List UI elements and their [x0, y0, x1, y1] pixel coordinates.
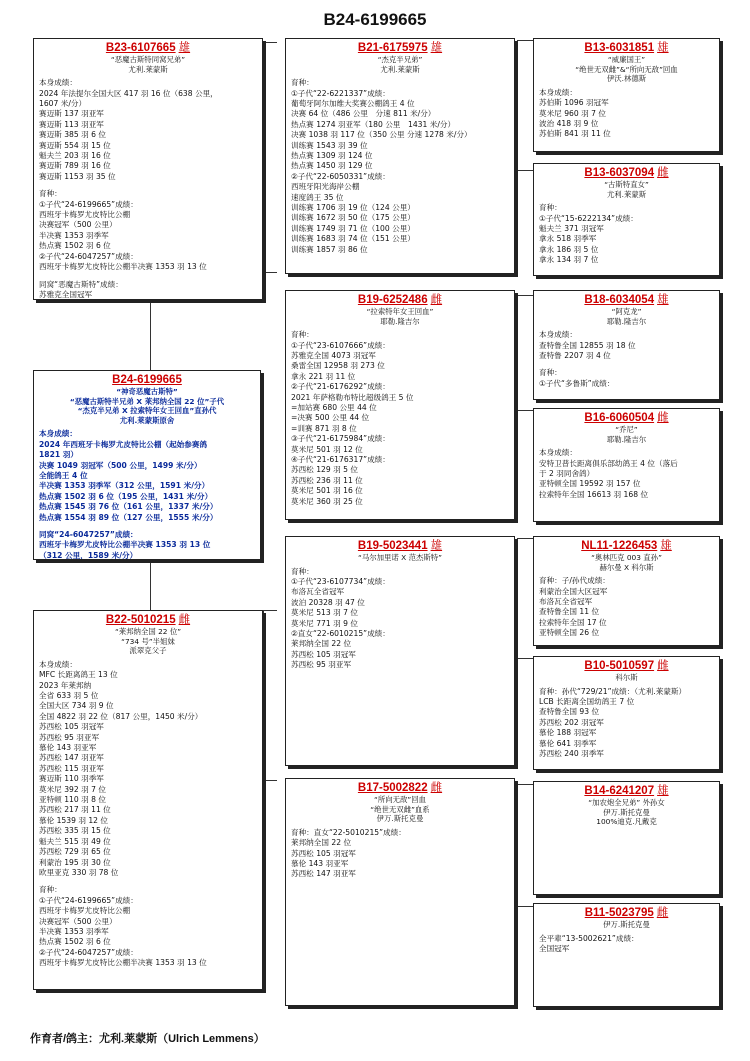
record-line: 莫米尼 360 羽 25 位 — [291, 496, 363, 506]
record-line: 查特鲁全国 12855 羽 18 位 — [539, 340, 636, 350]
sex-label: 雌 — [657, 660, 669, 672]
ring-number-text: B17-5002822 — [357, 782, 428, 794]
record-line: MFC 长距离鸽王 13 位 — [39, 670, 118, 680]
sex-label: 雄 — [430, 42, 443, 54]
record-line: 本身成绩： — [539, 448, 577, 458]
record-line: 训练赛 1543 羽 39 位 — [291, 140, 368, 150]
record-line: 莱邦纳全国 22 位 — [291, 838, 352, 848]
record-line: 育种： — [39, 189, 62, 199]
record-line: 西班牙卡梅罗尤皮特比公棚 — [39, 906, 131, 916]
pedigree-card-dss — [533, 536, 720, 646]
record-line: 波治 418 羽 9 位 — [539, 119, 599, 128]
card-subtitle: “古斯特直女” — [604, 180, 649, 189]
card-subtitle: 伊万.斯托克曼 — [603, 920, 650, 929]
ring-number — [358, 782, 442, 794]
record-line: 育种：孙代“729/21”成绩：（尤利.莱蒙斯） — [539, 686, 687, 696]
ring-number-text: B13-6037094 — [584, 167, 655, 179]
record-line: 决赛 1049 羽冠军（500 公里，1499 米/分） — [39, 460, 202, 470]
record-line: 苏西松 729 羽 65 位 — [39, 847, 111, 857]
card-subtitle: 尤利.莱蒙斯原舍 — [119, 415, 175, 425]
record-line: 苏西松 147 羽亚军 — [291, 869, 356, 879]
spacer — [39, 523, 255, 530]
record-line: 育种： — [291, 330, 314, 340]
card-subtitle: “乔尼” — [615, 425, 638, 434]
record-line: 利蒙治 195 羽 30 位 — [39, 857, 111, 867]
record-line: 决赛 64 位（486 公里 分速 811 米/分） — [291, 109, 436, 119]
card-subtitle: 耶勒.隆吉尔 — [606, 434, 647, 444]
record-line: 本身成绩： — [39, 78, 77, 88]
record-line: 布洛瓦全省冠军 — [291, 587, 345, 597]
ring-number-text: B24-6199665 — [112, 374, 182, 386]
record-line: 苏西松 147 羽亚军 — [39, 753, 104, 763]
record-line: 西班牙卡梅罗尤皮特比公棚半决赛 1353 羽 13 位 — [39, 262, 207, 272]
card-subtitle: 尤利.莱蒙斯 — [128, 64, 168, 74]
ring-number-text: NL11-1226453 — [581, 540, 658, 552]
record-line: 查特鲁 2207 羽 4 位 — [539, 351, 611, 360]
record-line: ②子代“22-6050331”成绩： — [291, 171, 390, 181]
card-subtitle: 派翠克父子 — [129, 646, 167, 656]
card-subtitle: “恶魔古斯特半兄弟 X 莱邦纳全国 22 位”子代 — [69, 396, 225, 406]
record-line: 本身成绩： — [539, 87, 577, 97]
card-header — [291, 42, 509, 55]
sex-label: 雄 — [657, 42, 669, 54]
record-line: 拉索特年全国 16613 羽 168 位 — [539, 489, 649, 499]
card-body — [291, 330, 509, 507]
record-line: ②子代“24-6047257”成绩： — [39, 251, 138, 261]
record-line: 育种：直女“22-5010215”成绩： — [291, 827, 406, 837]
pedigree-card-sire-sire — [285, 38, 515, 274]
record-line: 莫米尼 392 羽 7 位 — [39, 784, 106, 794]
card-subtitle: “神奇恶魔古斯特” — [116, 387, 178, 396]
connector-line — [263, 610, 277, 611]
connector-line — [150, 560, 151, 610]
record-line: 热点赛 1309 羽 124 位 — [291, 151, 373, 161]
record-line: ①子代“22-6221337”成绩： — [291, 88, 390, 98]
record-line: 欧里亚克 330 羽 78 位 — [39, 867, 119, 877]
ring-number — [584, 42, 668, 54]
record-line: 西班牙阳光海岸公棚 — [291, 182, 360, 192]
record-line: ②子代“21-6176292”成绩： — [291, 382, 390, 392]
record-line: 热点赛 1450 羽 129 位 — [291, 161, 373, 171]
card-subtitle: 100%迪克.凡戴克 — [596, 817, 657, 827]
record-line: 赛迈斯 137 羽亚军 — [39, 109, 104, 119]
record-line: 赛迈斯 1153 羽 35 位 — [39, 171, 116, 181]
connector-line — [150, 300, 151, 370]
card-subtitle: “杰克半兄弟 X 拉索特年女王回血”直孙代 — [77, 406, 217, 416]
card-body — [539, 934, 714, 955]
breeder-footer: 作育者/鸽主：尤利.莱蒙斯（Ulrich Lemmens） — [30, 1033, 265, 1045]
ring-number — [585, 907, 669, 919]
card-header — [39, 42, 257, 55]
record-line: 本身成绩： — [39, 659, 77, 669]
record-line: 苏西松 105 羽冠军 — [291, 848, 356, 858]
card-subtitle: “绝世无双雌”血系 — [370, 804, 430, 814]
card-subtitle: 伊万.斯托克曼 — [376, 814, 424, 824]
record-line: 慕伦 143 羽亚军 — [291, 859, 349, 868]
record-line: 亚特顿全国 26 位 — [539, 628, 600, 638]
ring-number — [581, 540, 672, 552]
connector-line — [517, 40, 518, 170]
record-line: 全国冠军 — [539, 944, 570, 953]
card-subtitle: “734 号”半姐妹 — [121, 636, 175, 646]
card-body — [39, 78, 257, 300]
card-body — [539, 448, 714, 500]
sex-label: 雌 — [657, 412, 669, 424]
record-line: ④子代“21-6176317”成绩： — [291, 455, 390, 465]
connector-line — [517, 40, 533, 41]
card-subtitle: “恶魔古斯特同窝兄弟” — [110, 55, 186, 64]
record-line: 训练赛 1749 羽 71 位（100 公里） — [291, 223, 415, 233]
card-body — [39, 660, 257, 969]
record-line: 2024 年西班牙卡梅罗尤皮特比公棚（起始参赛鸽 — [39, 439, 208, 449]
ring-number — [106, 614, 190, 626]
record-line: 赛迈斯 385 羽 6 位 — [39, 130, 106, 140]
record-line: 赛迈斯 110 羽季军 — [39, 774, 104, 784]
sex-label: 雌 — [656, 907, 669, 919]
record-line: 利蒙治全国大区冠军 — [539, 586, 608, 596]
record-line: 拿永 134 羽 7 位 — [539, 255, 599, 265]
ring-number-text: B11-5023795 — [584, 907, 654, 919]
record-line: 热点赛 1274 羽亚军（180 公里 1431 米/分） — [291, 119, 456, 129]
record-line: 全能鸽王 4 位 — [39, 471, 88, 480]
record-line: 育种：子/孙代成绩： — [539, 576, 610, 586]
ring-number-text: B10-5010597 — [584, 660, 655, 672]
card-header — [539, 540, 714, 553]
ring-number — [584, 785, 668, 797]
record-line: 西班牙卡梅罗尤皮特比公棚半决赛 1353 羽 13 位 — [39, 540, 211, 550]
record-line: 慕伦 143 羽亚军 — [39, 743, 97, 753]
record-line: 训练赛 1683 羽 74 位（151 公里） — [291, 234, 415, 244]
pedigree-card-dam — [33, 610, 263, 990]
record-line: 拿永 221 羽 11 位 — [291, 371, 356, 381]
sex-label: 雄 — [657, 785, 669, 797]
record-line: 育种： — [539, 203, 562, 213]
record-line: LCB 长距离全国幼鸽王 7 位 — [539, 697, 635, 706]
ring-number — [358, 540, 442, 552]
sex-label: 雌 — [178, 614, 191, 626]
card-header — [291, 782, 509, 795]
record-line: 布洛瓦全省冠军 — [539, 597, 593, 606]
record-line: 热点赛 1502 羽 6 位 — [39, 937, 111, 947]
record-line: ①子代“23-6107734”成绩： — [291, 577, 390, 586]
record-line: 育种： — [291, 566, 314, 576]
card-header — [539, 294, 714, 307]
record-line: 全省 633 羽 5 位 — [39, 691, 99, 700]
card-subtitle: 尤利.莱蒙斯 — [606, 189, 647, 199]
card-subtitle: 耶勒.隆吉尔 — [606, 316, 647, 326]
record-line: 热点赛 1554 羽 89 位（127 公里，1555 米/分） — [39, 512, 218, 522]
record-line: 训练赛 1857 羽 86 位 — [291, 244, 368, 254]
spacer — [39, 182, 257, 189]
record-line: 波泊 20328 羽 47 位 — [291, 597, 365, 607]
card-subtitle: “绝世无双雌”&“所向无敌”回血 — [575, 64, 678, 74]
spacer — [39, 273, 257, 280]
connector-line — [517, 170, 533, 171]
record-line: 赛迈斯 113 羽亚军 — [39, 119, 104, 129]
record-line: 拉索特年全国 17 位 — [539, 617, 607, 627]
card-header — [539, 412, 714, 425]
record-line: 本身成绩： — [39, 429, 77, 439]
card-subtitle: 伊万.斯托克曼 — [603, 807, 650, 817]
card-subtitle: “阿克龙” — [611, 307, 642, 316]
record-line: 苏雅克全国 4073 羽冠军 — [291, 351, 376, 360]
card-body — [539, 88, 714, 140]
record-line: 苏西松 236 羽 11 位 — [291, 475, 363, 485]
record-line: 同窝“恶魔古斯特”成绩： — [39, 279, 123, 289]
record-line: 训练赛 1706 羽 19 位（124 公里） — [291, 203, 415, 213]
record-line: =加站赛 680 公里 44 位 — [291, 403, 377, 413]
record-line: ①子代“23-6107666”成绩： — [291, 340, 390, 350]
card-subtitle: “威廉国王” — [607, 55, 646, 64]
record-line: 半决赛 1353 羽季军 — [39, 926, 109, 936]
record-line: ①子代“24-6199665”成绩： — [39, 895, 138, 905]
card-body — [39, 429, 255, 560]
record-line: 苏西松 115 羽亚军 — [39, 763, 104, 773]
record-line: 决赛 1038 羽 117 位（350 公里 分速 1278 米/分） — [291, 130, 472, 140]
record-line: 莫米尼 771 羽 9 位 — [291, 618, 358, 628]
card-subtitle: 耶勒.隆吉尔 — [380, 316, 420, 326]
ring-number-text: B14-6241207 — [584, 785, 655, 797]
record-line: 热点赛 1502 羽 6 位（195 公里，1431 米/分） — [39, 491, 213, 501]
record-line: 1821 羽） — [39, 450, 78, 460]
record-line: 决赛冠军（500 公里） — [39, 916, 117, 926]
ring-number — [584, 294, 668, 306]
ring-number — [584, 167, 668, 179]
card-header — [539, 907, 714, 920]
connector-line — [517, 658, 533, 659]
pedigree-card-dsd — [533, 656, 720, 770]
sex-label: 雌 — [430, 294, 443, 306]
connector-line — [263, 780, 277, 781]
record-line: 育种： — [291, 78, 314, 88]
record-line: 苏西松 335 羽 15 位 — [39, 826, 111, 836]
record-line: 西班牙卡梅罗尤皮特比公棚半决赛 1353 羽 13 位 — [39, 958, 207, 968]
card-subtitle: “莱邦纳全国 22 位” — [114, 627, 182, 636]
card-subtitle: “奥林匹克 003 直孙” — [591, 553, 662, 562]
ring-number-text: B19-5023441 — [357, 540, 428, 552]
record-line: 赛迈斯 789 羽 16 位 — [39, 161, 111, 171]
record-line: 慕伦 1539 羽 12 位 — [39, 815, 109, 825]
card-header — [39, 374, 255, 387]
record-line: 半决赛 1353 羽季军（312 公里，1591 米/分） — [39, 481, 210, 491]
spacer — [539, 361, 714, 368]
record-line: 于 2 羽同舍鸽） — [539, 469, 595, 478]
ring-number-text: B21-6175975 — [357, 42, 428, 54]
card-subtitle: “马尔加里诺 X 范杰斯特” — [358, 553, 442, 562]
record-line: 葡萄牙阿尔加维大奖赛公棚鸽王 4 位 — [291, 99, 415, 108]
record-line: ①子代“24-6199665”成绩： — [39, 199, 138, 209]
ring-number-text: B19-6252486 — [357, 294, 428, 306]
connector-line — [263, 42, 264, 272]
pedigree-card-ssd — [533, 163, 720, 276]
record-line: ①子代“多鲁斯”成绩： — [539, 378, 615, 388]
ring-number — [584, 660, 668, 672]
record-line: 安特卫普长距离俱乐部幼鸽王 4 位（落后 — [539, 458, 678, 468]
record-line: 苏雅克全国冠军 — [39, 289, 93, 299]
record-line: 1607 米/分） — [39, 99, 87, 108]
record-line: 苏伯斯 1096 羽冠军 — [539, 98, 609, 108]
record-line: 莫米尼 960 羽 7 位 — [539, 108, 606, 118]
connector-line — [263, 42, 277, 43]
card-body — [539, 687, 714, 760]
record-line: ③子代“21-6175984”成绩： — [291, 434, 390, 444]
pedigree-card-ddd — [533, 903, 720, 1007]
card-body — [291, 567, 509, 671]
card-body — [539, 330, 714, 389]
record-line: 慕伦 641 羽季军 — [539, 738, 597, 748]
card-header — [291, 540, 509, 553]
record-line: 苏西松 95 羽亚军 — [291, 660, 352, 670]
connector-line — [517, 295, 533, 296]
connector-line — [263, 272, 277, 273]
ring-number-text: B18-6034054 — [584, 294, 655, 306]
record-line: 速度鸽王 35 位 — [291, 192, 344, 202]
record-line: 亚特顿全国 19592 羽 157 位 — [539, 479, 641, 489]
record-line: 全国 4822 羽 22 位（817 公里，1450 米/分） — [39, 711, 203, 721]
record-line: =决赛 500 公里 44 位 — [291, 413, 370, 423]
record-line: 赛迈斯 554 羽 15 位 — [39, 140, 111, 150]
sex-label: 雄 — [660, 540, 672, 552]
record-line: 热点赛 1502 羽 6 位 — [39, 241, 111, 251]
record-line: 查特鲁全国 93 位 — [539, 707, 600, 717]
card-header — [291, 294, 509, 307]
record-line: 苏西松 95 羽亚军 — [39, 732, 100, 742]
ring-number — [358, 42, 442, 54]
connector-line — [517, 784, 518, 906]
card-header — [539, 42, 714, 55]
record-line: 育种： — [539, 368, 562, 378]
sex-label: 雌 — [430, 782, 443, 794]
card-subtitle: “加农炮全兄弟” 外孙女 — [588, 798, 665, 807]
pedigree-card-dam-sire — [285, 536, 515, 766]
record-line: 莫米尼 513 羽 7 位 — [291, 608, 358, 618]
record-line: 本身成绩： — [539, 330, 577, 340]
card-body — [539, 203, 714, 265]
card-subtitle: “拉索特年女王回血” — [366, 307, 434, 316]
sex-label: 雄 — [430, 540, 443, 552]
pedigree-card-dds — [533, 781, 720, 895]
record-line: 全国大区 734 羽 9 位 — [39, 701, 114, 711]
record-line: 莫米尼 501 羽 16 位 — [291, 486, 363, 496]
record-line: （312 公里，1589 米/分） — [39, 550, 138, 560]
record-line: 莫米尼 501 羽 12 位 — [291, 444, 363, 454]
connector-line — [517, 784, 533, 785]
pedigree-card-dam-dam — [285, 778, 515, 1006]
card-subtitle: “所向无敌”回血 — [373, 795, 426, 804]
record-line: 2021 年萨格勒布特比超级鸽王 5 位 — [291, 392, 414, 402]
record-line: 同窝“24-6047257”成绩： — [39, 530, 138, 540]
record-line: 训练赛 1672 羽 50 位（175 公里） — [291, 213, 415, 223]
record-line: 全平辈“13-5002621”成绩： — [539, 933, 639, 943]
card-subtitle: 伊沃.林德斯 — [606, 74, 647, 84]
card-body — [539, 576, 714, 638]
record-line: 拿永 518 羽季军 — [539, 234, 597, 244]
pedigree-card-sds — [533, 290, 720, 400]
record-line: 2024 年法提尔全国大区 417 羽 16 位（638 公里， — [39, 88, 218, 98]
record-line: 魁夫兰 371 羽冠军 — [539, 224, 604, 233]
spacer — [39, 878, 257, 885]
record-line: 热点赛 1545 羽 76 位（161 公里，1337 米/分） — [39, 502, 218, 512]
record-line: 2023 年莱邦纳 — [39, 680, 92, 690]
pedigree-card-sss — [533, 38, 720, 152]
record-line: 桑雷全国 12958 羽 273 位 — [291, 361, 385, 371]
record-line: ②子代“24-6047257”成绩： — [39, 947, 138, 957]
record-line: 西班牙卡梅罗尤皮特比公棚 — [39, 210, 131, 220]
record-line: 魁夫兰 203 羽 16 位 — [39, 151, 111, 161]
record-line: 苏西松 202 羽冠军 — [539, 717, 604, 727]
pedigree-card-sire-dam — [285, 290, 515, 520]
record-line: =训赛 871 羽 8 位 — [291, 423, 357, 433]
pedigree-card-sdd — [533, 408, 720, 522]
card-header — [539, 785, 714, 798]
ring-number — [358, 294, 442, 306]
connector-line — [263, 610, 264, 990]
record-line: 育种： — [39, 885, 62, 895]
record-line: 苏西松 240 羽季军 — [539, 749, 604, 759]
record-line: 查特鲁全国 11 位 — [539, 607, 600, 617]
connector-line — [517, 295, 518, 410]
card-body — [291, 78, 509, 255]
record-line: 半决赛 1353 羽季军 — [39, 230, 109, 240]
record-line: 慕伦 188 羽冠军 — [539, 728, 597, 738]
record-line: 拿永 186 羽 5 位 — [539, 244, 599, 254]
pedigree-card-subject — [33, 370, 261, 560]
record-line: 苏西松 105 羽冠军 — [39, 722, 104, 732]
record-line: 苏伯斯 841 羽 11 位 — [539, 129, 611, 139]
record-line: 魁夫兰 515 羽 49 位 — [39, 836, 111, 846]
connector-line — [517, 906, 533, 907]
ring-number — [112, 374, 182, 386]
pedigree-card-sire — [33, 38, 263, 300]
ring-number-text: B22-5010215 — [105, 614, 176, 626]
record-line: 苏西松 105 羽冠军 — [291, 649, 356, 659]
ring-number-text: B13-6031851 — [584, 42, 655, 54]
record-line: 亚特顿 110 羽 8 位 — [39, 795, 106, 805]
ring-number-text: B23-6107665 — [105, 42, 176, 54]
connector-line — [517, 538, 518, 658]
sex-label: 雌 — [657, 167, 669, 179]
ring-number-text: B16-6060504 — [584, 412, 655, 424]
record-line: 决赛冠军（500 公里） — [39, 220, 117, 230]
page-title: B24-6199665 — [323, 10, 427, 29]
connector-line — [517, 538, 533, 539]
ring-number — [584, 412, 668, 424]
card-header — [39, 614, 257, 627]
ring-number — [106, 42, 190, 54]
card-subtitle: 科尔斯 — [615, 673, 638, 682]
card-subtitle: 赫尔曼 X 科尔斯 — [599, 562, 654, 572]
record-line: 苏西松 129 羽 5 位 — [291, 465, 358, 475]
connector-line — [517, 410, 533, 411]
card-header — [539, 660, 714, 673]
card-body — [291, 828, 509, 880]
record-line: 莱邦纳全国 22 位 — [291, 639, 352, 649]
sex-label: 雄 — [178, 42, 191, 54]
card-subtitle: 尤利.莱蒙斯 — [380, 64, 420, 74]
record-line: 苏西松 217 羽 11 位 — [39, 805, 111, 815]
card-subtitle: “杰克半兄弟” — [377, 55, 423, 64]
sex-label: 雄 — [657, 294, 669, 306]
card-header — [539, 167, 714, 180]
record-line: ②直女“22-6010215”成绩： — [291, 629, 390, 639]
record-line: ①子代“15-6222134”成绩： — [539, 213, 638, 223]
